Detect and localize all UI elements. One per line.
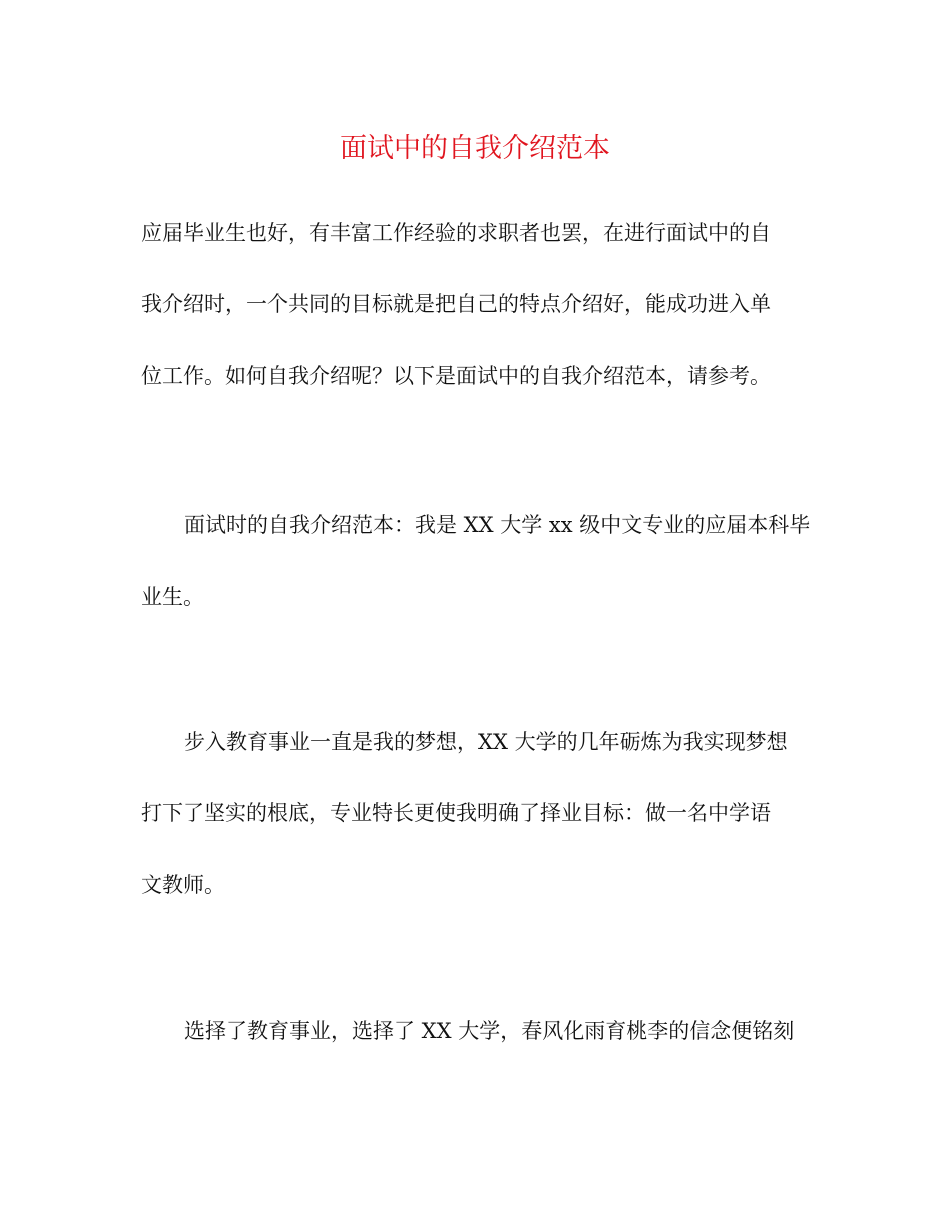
paragraph-3-line-2: 打下了坚实的根底，专业特长更使我明确了择业目标：做一名中学语: [141, 801, 771, 825]
paragraph-4-line-1: 选择了教育事业，选择了 XX 大学，春风化雨育桃李的信念便铭刻: [184, 1019, 795, 1043]
paragraph-3-line-3: 文教师。: [141, 873, 225, 897]
paragraph-2-line-1: 面试时的自我介绍范本：我是 XX 大学 xx 级中文专业的应届本科毕: [184, 513, 811, 537]
paragraph-1-line-3: 位工作。如何自我介绍呢？以下是面试中的自我介绍范本，请参考。: [141, 364, 771, 388]
paragraph-3-line-1: 步入教育事业一直是我的梦想，XX 大学的几年砺炼为我实现梦想: [184, 730, 788, 754]
paragraph-2-line-2: 业生。: [141, 585, 204, 609]
paragraph-1-line-2: 我介绍时，一个共同的目标就是把自己的特点介绍好，能成功进入单: [141, 292, 771, 316]
paragraph-1-line-1: 应届毕业生也好，有丰富工作经验的求职者也罢，在进行面试中的自: [141, 221, 771, 245]
document-title: 面试中的自我介绍范本: [340, 133, 610, 164]
